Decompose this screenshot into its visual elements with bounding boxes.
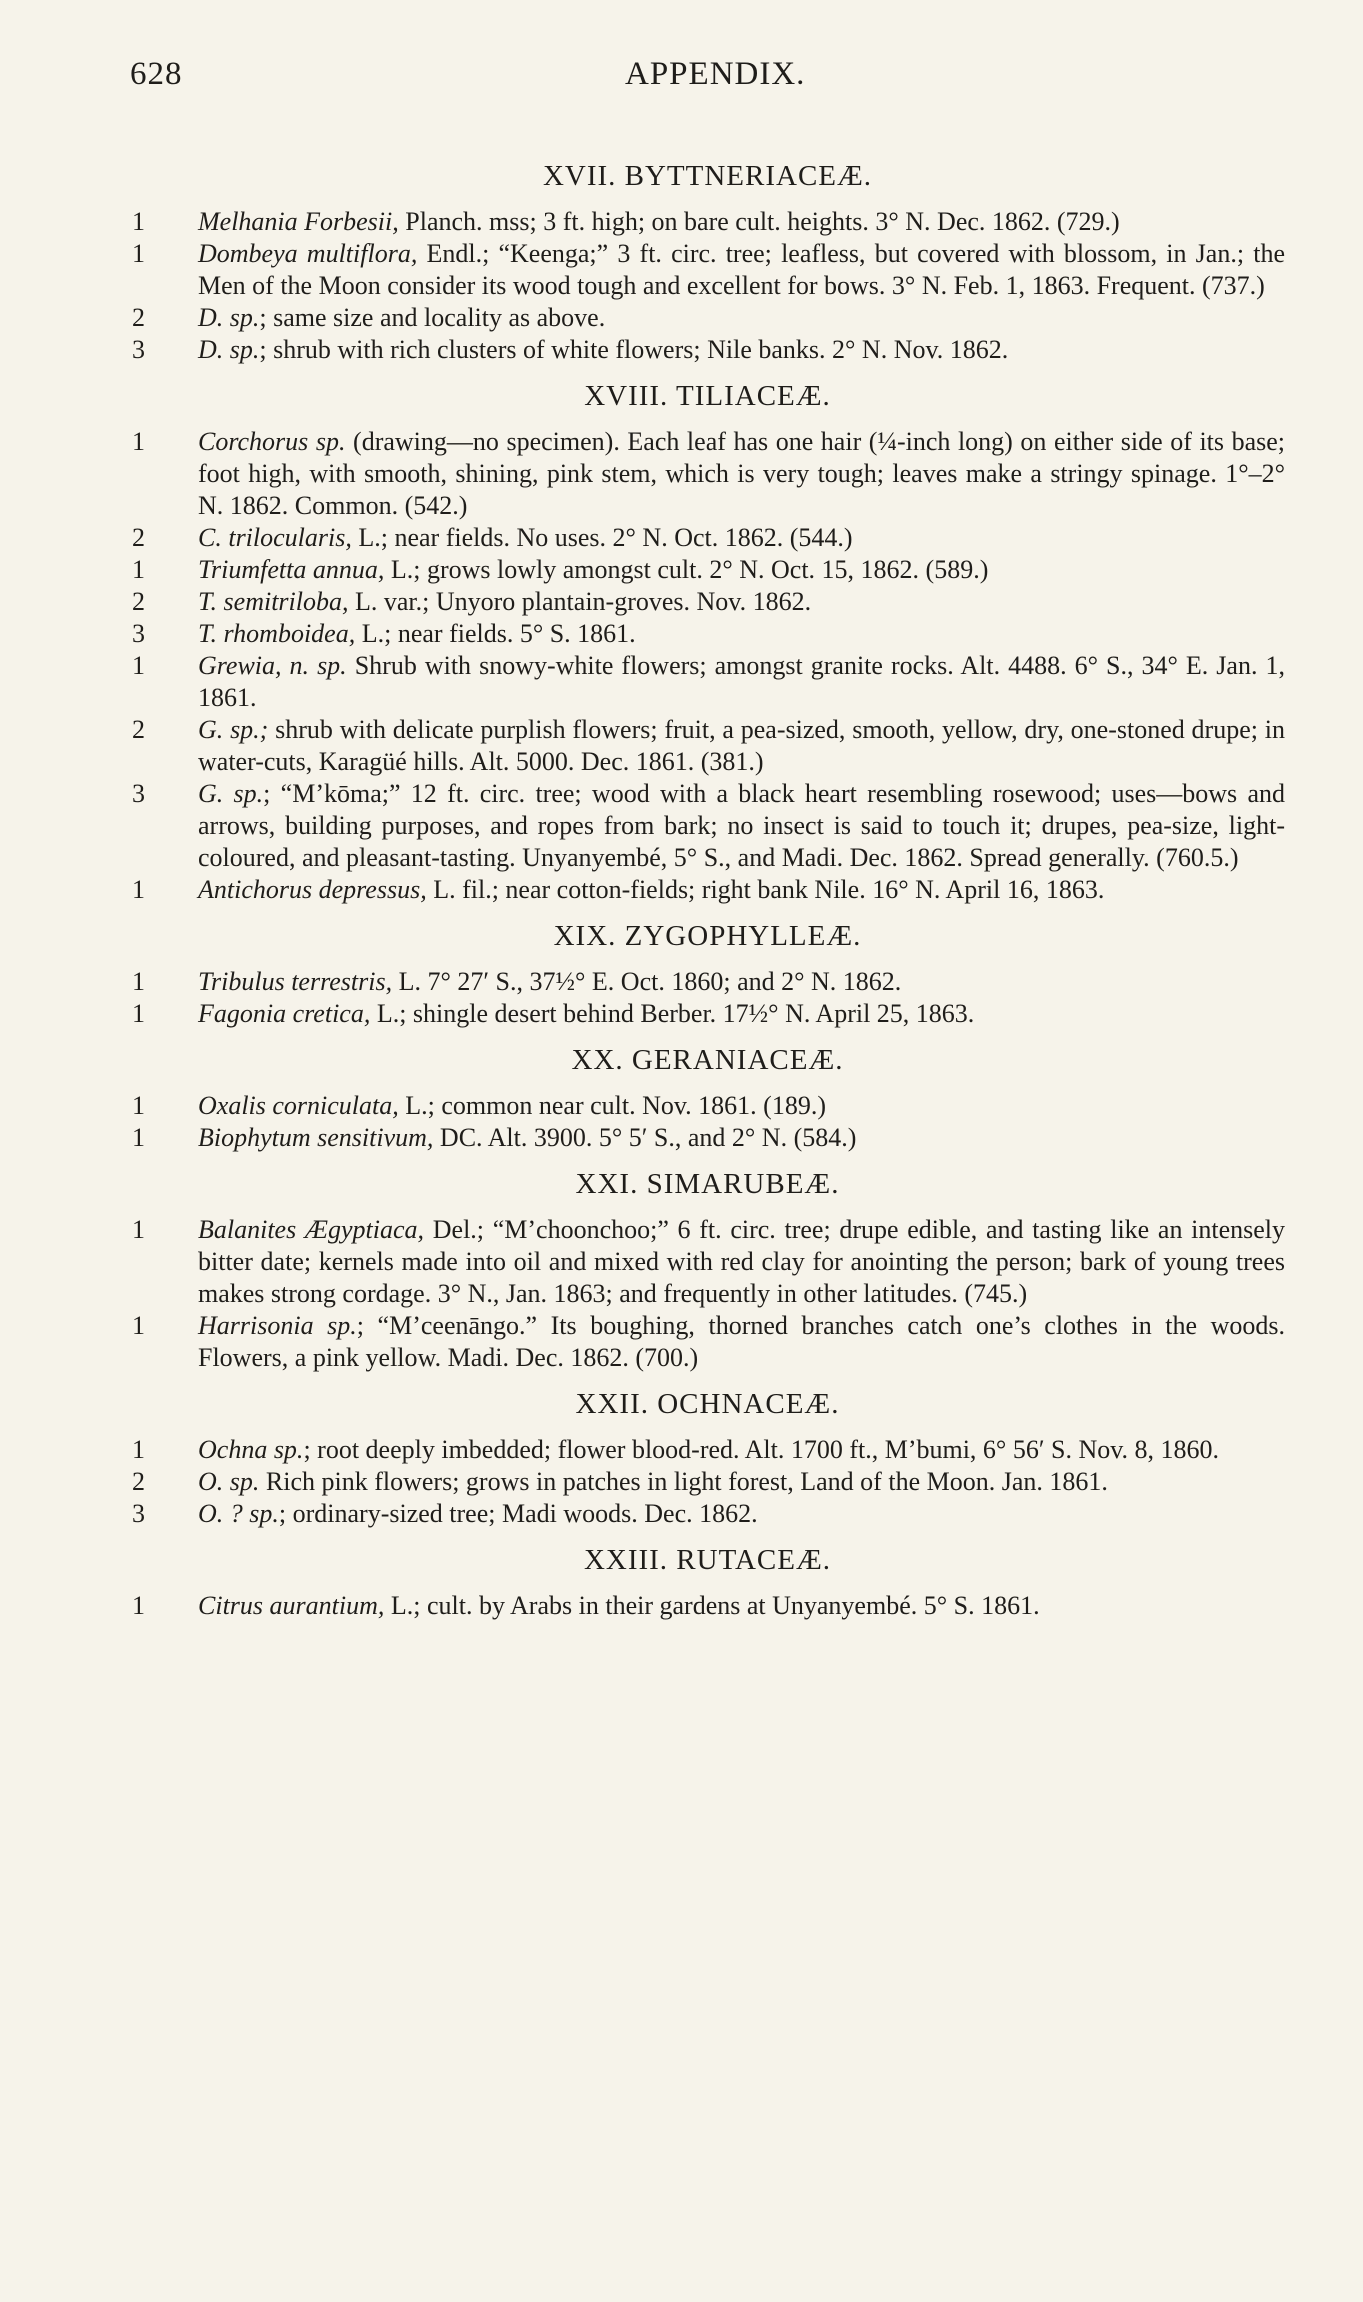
species-description: ; ordinary-sized tree; Madi woods. Dec. 1862. <box>278 1499 758 1528</box>
species-name: Antichorus depressus, <box>198 875 427 904</box>
entry-number: 1 <box>132 239 145 268</box>
species-description: ; same size and locality as above. <box>259 303 606 332</box>
species-name: D. sp. <box>198 303 260 332</box>
family-section <box>130 158 1285 366</box>
entry-number: 1 <box>132 999 145 1028</box>
species-entry <box>130 206 1285 238</box>
entry-number: 2 <box>132 715 145 744</box>
species-name: Grewia, n. sp. <box>198 651 347 680</box>
entry-number: 1 <box>132 555 145 584</box>
family-section <box>130 1042 1285 1154</box>
species-entry <box>130 522 1285 554</box>
species-name: T. rhomboidea, <box>198 619 356 648</box>
entry-number: 2 <box>132 523 145 552</box>
species-entry <box>130 874 1285 906</box>
species-entry <box>130 426 1285 522</box>
species-name: D. sp. <box>198 335 260 364</box>
family-heading: XXII. OCHNACEÆ. <box>575 1388 840 1420</box>
species-name: Fagonia cretica, <box>198 999 371 1028</box>
entry-number: 1 <box>132 651 145 680</box>
species-description: L. var.; Unyoro plantain-groves. Nov. 1862. <box>348 587 812 616</box>
species-entry <box>130 1434 1285 1466</box>
entry-number: 1 <box>132 427 145 456</box>
species-description: L.; common near cult. Nov. 1861. (189.) <box>398 1091 826 1120</box>
species-description: Endl.; “Keenga;” 3 ft. circ. tree; leafless, but covered with blossom, in Jan.; the Men of the Moon consider its wood tough and excellent for bows. 3° N. Feb. 1, 1863. Frequent. (737.) <box>198 239 1285 300</box>
entry-number: 1 <box>132 967 145 996</box>
species-entry <box>130 618 1285 650</box>
species-entry <box>130 650 1285 714</box>
running-head <box>130 56 1280 106</box>
species-description: L.; grows lowly amongst cult. 2° N. Oct. 15, 1862. (589.) <box>384 555 989 584</box>
species-entry <box>130 998 1285 1030</box>
species-entry <box>130 1498 1285 1530</box>
species-description: L.; shingle desert behind Berber. 17½° N. April 25, 1863. <box>370 999 975 1028</box>
entry-number: 1 <box>132 1311 145 1340</box>
species-entry <box>130 554 1285 586</box>
species-name: Melhania Forbesii, <box>198 207 399 236</box>
entry-number: 3 <box>132 1499 145 1528</box>
family-section <box>130 1542 1285 1622</box>
entry-number: 1 <box>132 1435 145 1464</box>
species-name: Dombeya multiflora, <box>198 239 418 268</box>
species-description: ; root deeply imbedded; flower blood-red. Alt. 1700 ft., M’bumi, 6° 56′ S. Nov. 8, 1860. <box>303 1435 1220 1464</box>
species-description: Del.; “M’choonchoo;” 6 ft. circ. tree; drupe edible, and tasting like an intensely bitter date; kernels made into oil and mixed with red clay for anointing the person; bark of young trees makes strong cordage. 3° N., Jan. 1863; and frequently in other latitudes. (745.) <box>198 1215 1286 1308</box>
family-section <box>130 378 1285 906</box>
species-description: L.; near fields. 5° S. 1861. <box>355 619 636 648</box>
entry-number: 1 <box>132 1215 145 1244</box>
species-entry <box>130 334 1285 366</box>
species-name: Harrisonia sp. <box>198 1311 357 1340</box>
species-description: (drawing—no specimen). Each leaf has one hair (¼-inch long) on either side of its base; foot high, with smooth, shining, pink stem, which is very tough; leaves make a stringy spinage. 1°–2° N. 1862. Common. (542.) <box>198 427 1286 520</box>
species-name: G. sp. <box>198 779 264 808</box>
species-entry <box>130 1466 1285 1498</box>
entry-number: 2 <box>132 1467 145 1496</box>
species-name: O. sp. <box>198 1467 260 1496</box>
species-name: Triumfetta annua, <box>198 555 385 584</box>
family-section <box>130 918 1285 1030</box>
species-entry <box>130 1310 1285 1374</box>
family-heading: XXI. SIMARUBEÆ. <box>575 1168 840 1200</box>
species-name: T. semitriloba, <box>198 587 349 616</box>
species-description: L. fil.; near cotton-fields; right bank Nile. 16° N. April 16, 1863. <box>426 875 1105 904</box>
entry-number: 2 <box>132 303 145 332</box>
species-description: Planch. mss; 3 ft. high; on bare cult. heights. 3° N. Dec. 1862. (729.) <box>398 207 1120 236</box>
species-name: Biophytum sensitivum, <box>198 1123 434 1152</box>
species-entry <box>130 778 1285 874</box>
species-description: ; shrub with rich clusters of white flowers; Nile banks. 2° N. Nov. 1862. <box>259 335 1009 364</box>
appendix-body <box>130 158 1285 1634</box>
species-entry <box>130 1122 1285 1154</box>
species-description: ; “M’ceenāngo.” Its boughing, thorned branches catch one’s clothes in the woods. Flowers, a pink yellow. Madi. Dec. 1862. (700.) <box>198 1311 1285 1372</box>
species-name: Citrus aurantium, <box>198 1591 385 1620</box>
species-description: Shrub with snowy-white flowers; amongst granite rocks. Alt. 4488. 6° S., 34° E. Jan. 1, 1861. <box>198 651 1285 712</box>
species-name: Tribulus terrestris, <box>198 967 393 996</box>
species-entry <box>130 1214 1285 1310</box>
family-section <box>130 1166 1285 1374</box>
species-entry <box>130 714 1285 778</box>
entry-number: 1 <box>132 1091 145 1120</box>
species-name: Ochna sp. <box>198 1435 304 1464</box>
species-name: Corchorus sp. <box>198 427 346 456</box>
family-heading: XXIII. RUTACEÆ. <box>583 1544 832 1576</box>
entry-number: 2 <box>132 587 145 616</box>
species-entry <box>130 302 1285 334</box>
species-name: O. ? sp. <box>198 1499 279 1528</box>
species-name: C. trilocularis, <box>198 523 352 552</box>
species-entry <box>130 966 1285 998</box>
species-description: Rich pink flowers; grows in patches in light forest, Land of the Moon. Jan. 1861. <box>259 1467 1108 1496</box>
species-entry <box>130 1090 1285 1122</box>
species-description: DC. Alt. 3900. 5° 5′ S., and 2° N. (584.) <box>433 1123 857 1152</box>
species-entry <box>130 1590 1285 1622</box>
entry-number: 3 <box>132 619 145 648</box>
entry-number: 1 <box>132 1591 145 1620</box>
running-title: APPENDIX. <box>625 56 806 92</box>
page-number: 628 <box>130 56 183 92</box>
family-heading: XX. GERANIACEÆ. <box>571 1044 844 1076</box>
family-heading: XVIII. TILIACEÆ. <box>584 380 831 412</box>
entry-number: 3 <box>132 779 145 808</box>
entry-number: 1 <box>132 1123 145 1152</box>
species-name: Balanites Ægyptiaca, <box>198 1215 425 1244</box>
species-description: L.; cult. by Arabs in their gardens at Unyanyembé. 5° S. 1861. <box>384 1591 1040 1620</box>
species-description: L.; near fields. No uses. 2° N. Oct. 1862. (544.) <box>351 523 853 552</box>
species-description: shrub with delicate purplish flowers; fruit, a pea-sized, smooth, yellow, dry, one-stoned drupe; in water-cuts, Karagüé hills. Alt. 5000. Dec. 1861. (381.) <box>198 715 1285 776</box>
family-section <box>130 1386 1285 1530</box>
family-heading: XIX. ZYGOPHYLLEÆ. <box>553 920 862 952</box>
family-heading: XVII. BYTTNERIACEÆ. <box>542 160 873 192</box>
entry-number: 1 <box>132 207 145 236</box>
species-description: ; “M’kōma;” 12 ft. circ. tree; wood with a black heart resembling rosewood; uses—bows and arrows, building purposes, and ropes from bark; no insect is said to touch it; drupes, pea-size, light-coloured, and pleasant-tasting. Unyanyembé, 5° S., and Madi. Dec. 1862. Spread generally. (760.5.) <box>198 779 1285 872</box>
species-description: L. 7° 27′ S., 37½° E. Oct. 1860; and 2° N. 1862. <box>392 967 902 996</box>
species-name: G. sp.; <box>198 715 269 744</box>
entry-number: 3 <box>132 335 145 364</box>
entry-number: 1 <box>132 875 145 904</box>
species-name: Oxalis corniculata, <box>198 1091 399 1120</box>
species-entry <box>130 238 1285 302</box>
species-entry <box>130 586 1285 618</box>
